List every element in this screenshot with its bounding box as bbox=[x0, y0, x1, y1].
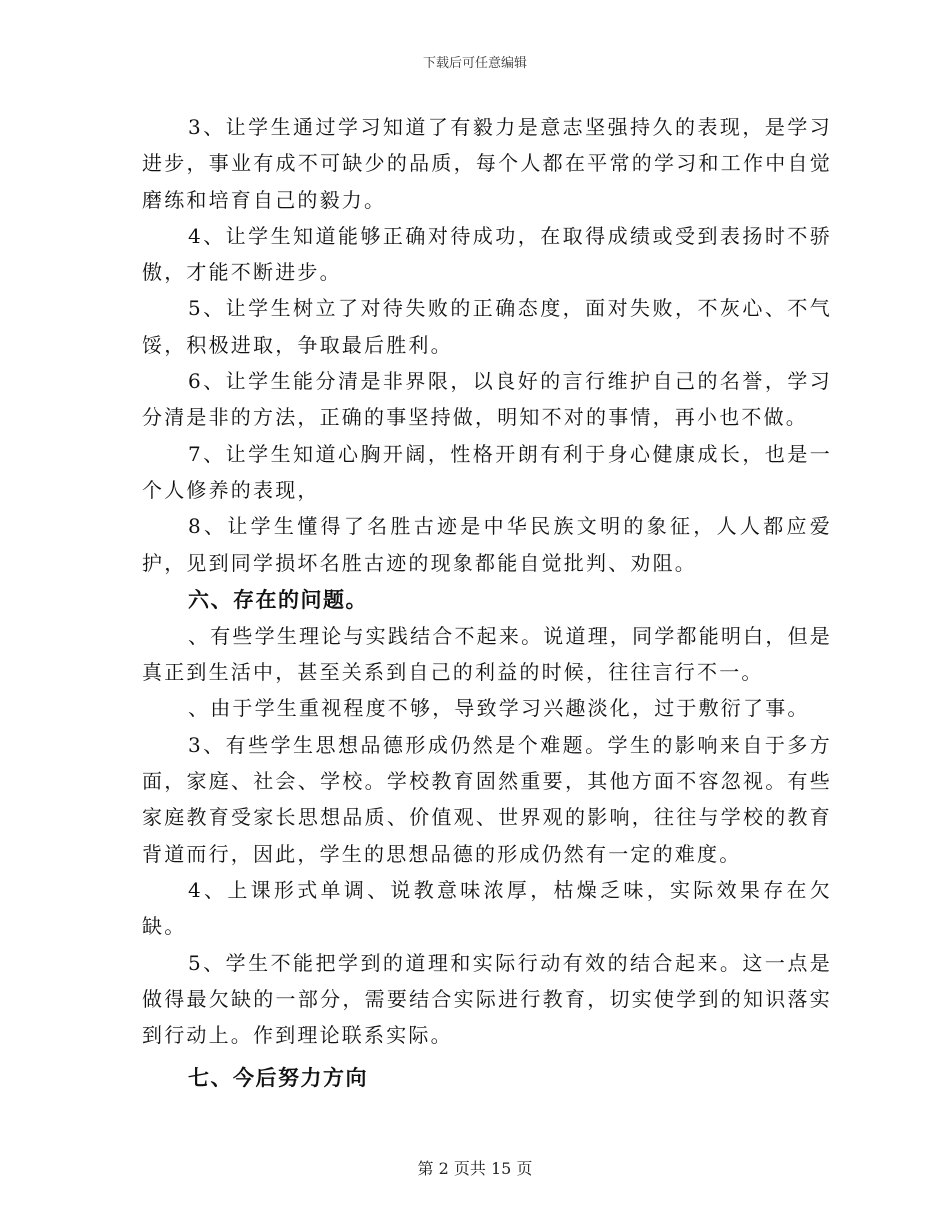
section-heading-problems: 六、存在的问题。 bbox=[188, 586, 368, 612]
document-body bbox=[142, 109, 832, 1096]
paragraph-item-4: 4、让学生知道能够正确对待成功，在取得成绩或受到表扬时不骄傲，才能不断进步。 bbox=[142, 223, 832, 285]
paragraph-item-8: 8、让学生懂得了名胜古迹是中华民族文明的象征，人人都应爱护，见到同学损坏名胜古迹的现象都能自觉批判、劝阻。 bbox=[142, 514, 832, 575]
problem-item-1: 、有些学生理论与实践结合不起来。说道理，同学都能明白，但是真正到生活中，甚至关系到自己的利益的时候，往往言行不一。 bbox=[142, 623, 832, 685]
problem-item-4: 4、上课形式单调、说教意味浓厚，枯燥乏味，实际效果存在欠缺。 bbox=[142, 877, 832, 939]
problem-item-3: 3、有些学生思想品德形成仍然是个难题。学生的影响来自于多方面，家庭、社会、学校。学校教育固然重要，其他方面不容忽视。有些家庭教育受家长思想品质、价值观、世界观的影响，往往与学校的教育背道而行，因此，学生的思想品德的形成仍然有一定的难度。 bbox=[142, 732, 832, 866]
paragraph-item-6: 6、让学生能分清是非界限，以良好的言行维护自己的名誉，学习分清是非的方法，正确的事坚持做，明知不对的事情，再小也不做。 bbox=[142, 369, 832, 430]
page-header: 下载后可任意编辑 bbox=[422, 56, 527, 71]
section-heading-future: 七、今后努力方向 bbox=[188, 1065, 368, 1091]
paragraph-item-5: 5、让学生树立了对待失败的正确态度，面对失败，不灰心、不气馁，积极进取，争取最后胜利。 bbox=[142, 296, 832, 357]
paragraph-item-7: 7、让学生知道心胸开阔，性格开朗有利于身心健康成长，也是一个人修养的表现， bbox=[142, 441, 832, 502]
paragraph-item-3: 3、让学生通过学习知道了有毅力是意志坚强持久的表现，是学习进步，事业有成不可缺少的品质，每个人都在平常的学习和工作中自觉磨练和培育自己的毅力。 bbox=[142, 115, 832, 212]
problem-item-5: 5、学生不能把学到的道理和实际行动有效的结合起来。这一点是做得最欠缺的一部分，需要结合实际进行教育，切实使学到的知识落实到行动上。作到理论联系实际。 bbox=[142, 950, 832, 1048]
page-footer: 第 2 页共 15 页 bbox=[417, 1159, 533, 1178]
problem-item-2: 、由于学生重视程度不够，导致学习兴趣淡化，过于敷衍了事。 bbox=[188, 696, 810, 721]
